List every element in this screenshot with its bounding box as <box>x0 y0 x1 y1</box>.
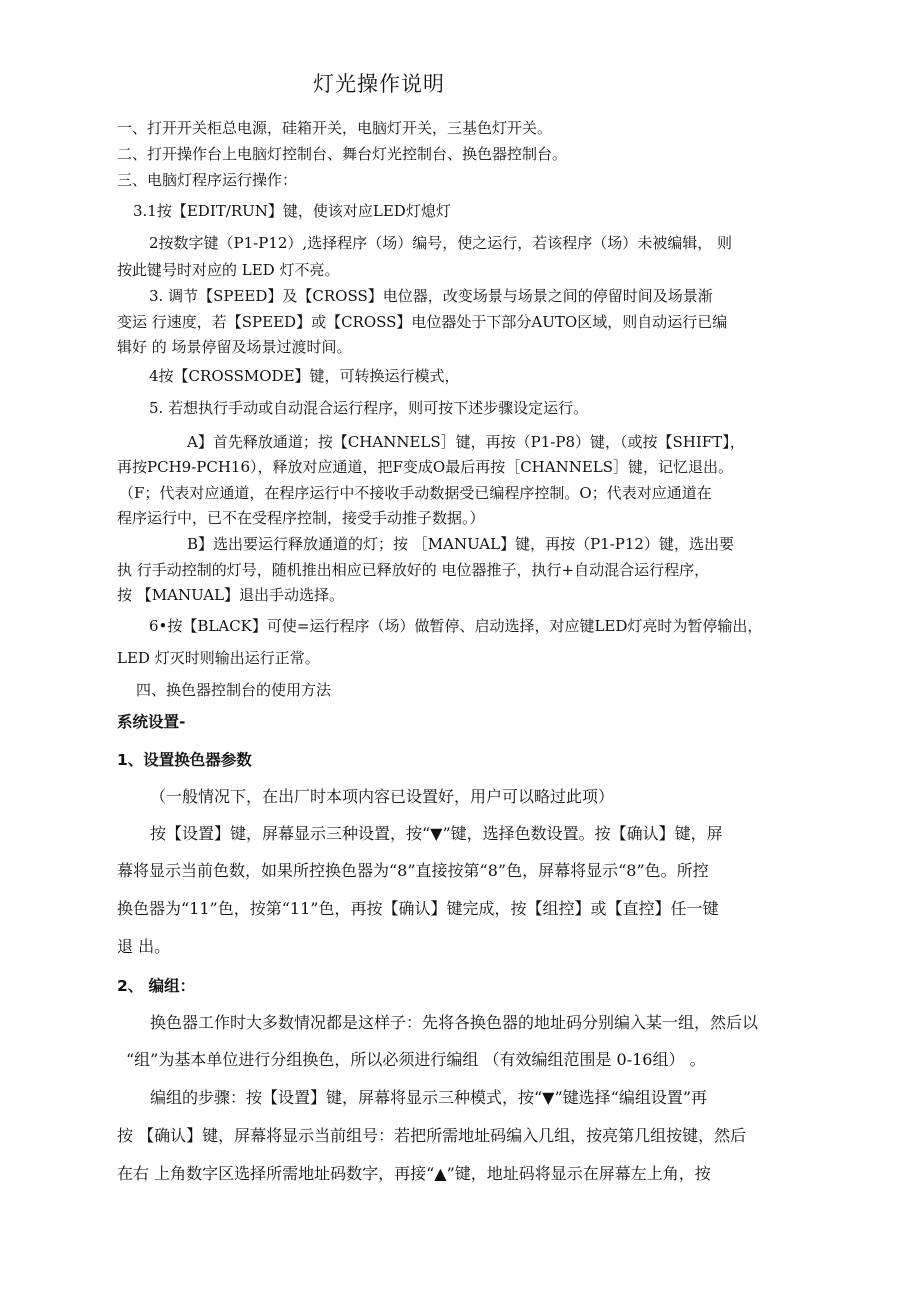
document-title: 灯光操作说明 <box>313 72 445 96</box>
text-line: 按 【确认】键，屏幕将显示当前组号：若把所需地址码编入几组，按亮第几组按键，然后 <box>117 1126 747 1145</box>
text-line: 按【设置】键，屏幕显示三种设置，按“▼”键，选择色数设置。按【确认】键，屏 <box>150 824 723 843</box>
text-line: 3. 调节【SPEED】及【CROSS】电位器，改变场景与场景之间的停留时间及场景渐 <box>149 287 713 305</box>
text-line: 再按PCH9-PCH16），释放对应通道，把F变成O最后再按［CHANNELS］键，记忆退出。 <box>117 458 734 476</box>
text-line: 编组的步骤：按【设置】键，屏幕将显示三种模式，按“▼”键选择“编组设置”再 <box>150 1088 708 1107</box>
text-line: 6•按【BLACK】可使=运行程序（场）做暂停、启动选择，对应键LED灯亮时为暂停输出， <box>149 617 763 635</box>
section-heading: 四、换色器控制台的使用方法 <box>136 681 332 699</box>
text-line: LED 灯灭时则输出运行正常。 <box>117 649 320 667</box>
text-line: 二、打开操作台上电脑灯控制台、舞台灯光控制台、换色器控制台。 <box>117 145 568 163</box>
text-line: 3.1按【EDIT/RUN】键，使该对应LED灯熄灯 <box>133 202 451 220</box>
text-line: 按 【MANUAL】退出手动选择。 <box>117 586 345 604</box>
text-line: 按此键号时对应的 LED 灯不亮。 <box>117 261 340 279</box>
text-line: “组”为基本单位进行分组换色，所以必须进行编组 （有效编组范围是 0-16组） 。 <box>126 1050 706 1069</box>
text-line: 退 出。 <box>117 937 171 956</box>
text-line: （F；代表对应通道，在程序运行中不接收手动数据受已编程序控制。O；代表对应通道在 <box>119 484 712 502</box>
section-heading: 系统设置- <box>117 713 186 731</box>
text-line: 幕将显示当前色数，如果所控换色器为“8”直接按第“8”色，屏幕将显示“8”色。所控 <box>117 861 709 880</box>
text-line: 换色器为“11”色，按第“11”色，再按【确认】键完成，按【组控】或【直控】任一键 <box>117 899 719 918</box>
text-line: B】选出要运行释放通道的灯；按 ［MANUAL】键，再按（P1-P12）键，选出要 <box>187 535 734 553</box>
text-line: 变运 行速度，若【SPEED】或【CROSS】电位器处于下部分AUTO区域，则自动运行已编 <box>117 313 728 331</box>
text-line: 4按【CROSSMODE】键，可转换运行模式， <box>149 367 460 385</box>
subsection-heading: 1、设置换色器参数 <box>117 751 252 769</box>
text-line: 辑好 的 场景停留及场景过渡时间。 <box>117 338 352 356</box>
text-line: 程序运行中，已不在受程序控制，接受手动推子数据。） <box>117 509 485 527</box>
text-line: 执 行手动控制的灯号，随机推出相应已释放好的 电位器推子，执行+自动混合运行程序， <box>117 561 710 579</box>
text-line: 5. 若想执行手动或自动混合运行程序，则可按下述步骤设定运行。 <box>149 399 589 417</box>
subsection-heading: 2、 编组： <box>117 977 196 995</box>
text-line: A】首先释放通道；按【CHANNELS］键，再按（P1-P8）键，（或按【SHIFT】， <box>187 433 745 451</box>
text-line: （一般情况下，在出厂时本项内容已设置好，用户可以略过此项） <box>150 787 615 806</box>
text-line: 换色器工作时大多数情况都是这样子：先将各换色器的地址码分别编入某一组，然后以 <box>150 1013 759 1032</box>
text-line: 三、电脑灯程序运行操作： <box>117 171 298 189</box>
text-line: 2按数字键（P1-P12）,选择程序（场）编号，使之运行，若该程序（场）未被编辑， 则 <box>149 234 732 252</box>
text-line: 一、打开开关柜总电源，硅箱开关，电脑灯开关，三基色灯开关。 <box>117 119 553 137</box>
text-line: 在右 上角数字区选择所需地址码数字，再接“▲”键，地址码将显示在屏幕左上角，按 <box>117 1164 711 1183</box>
